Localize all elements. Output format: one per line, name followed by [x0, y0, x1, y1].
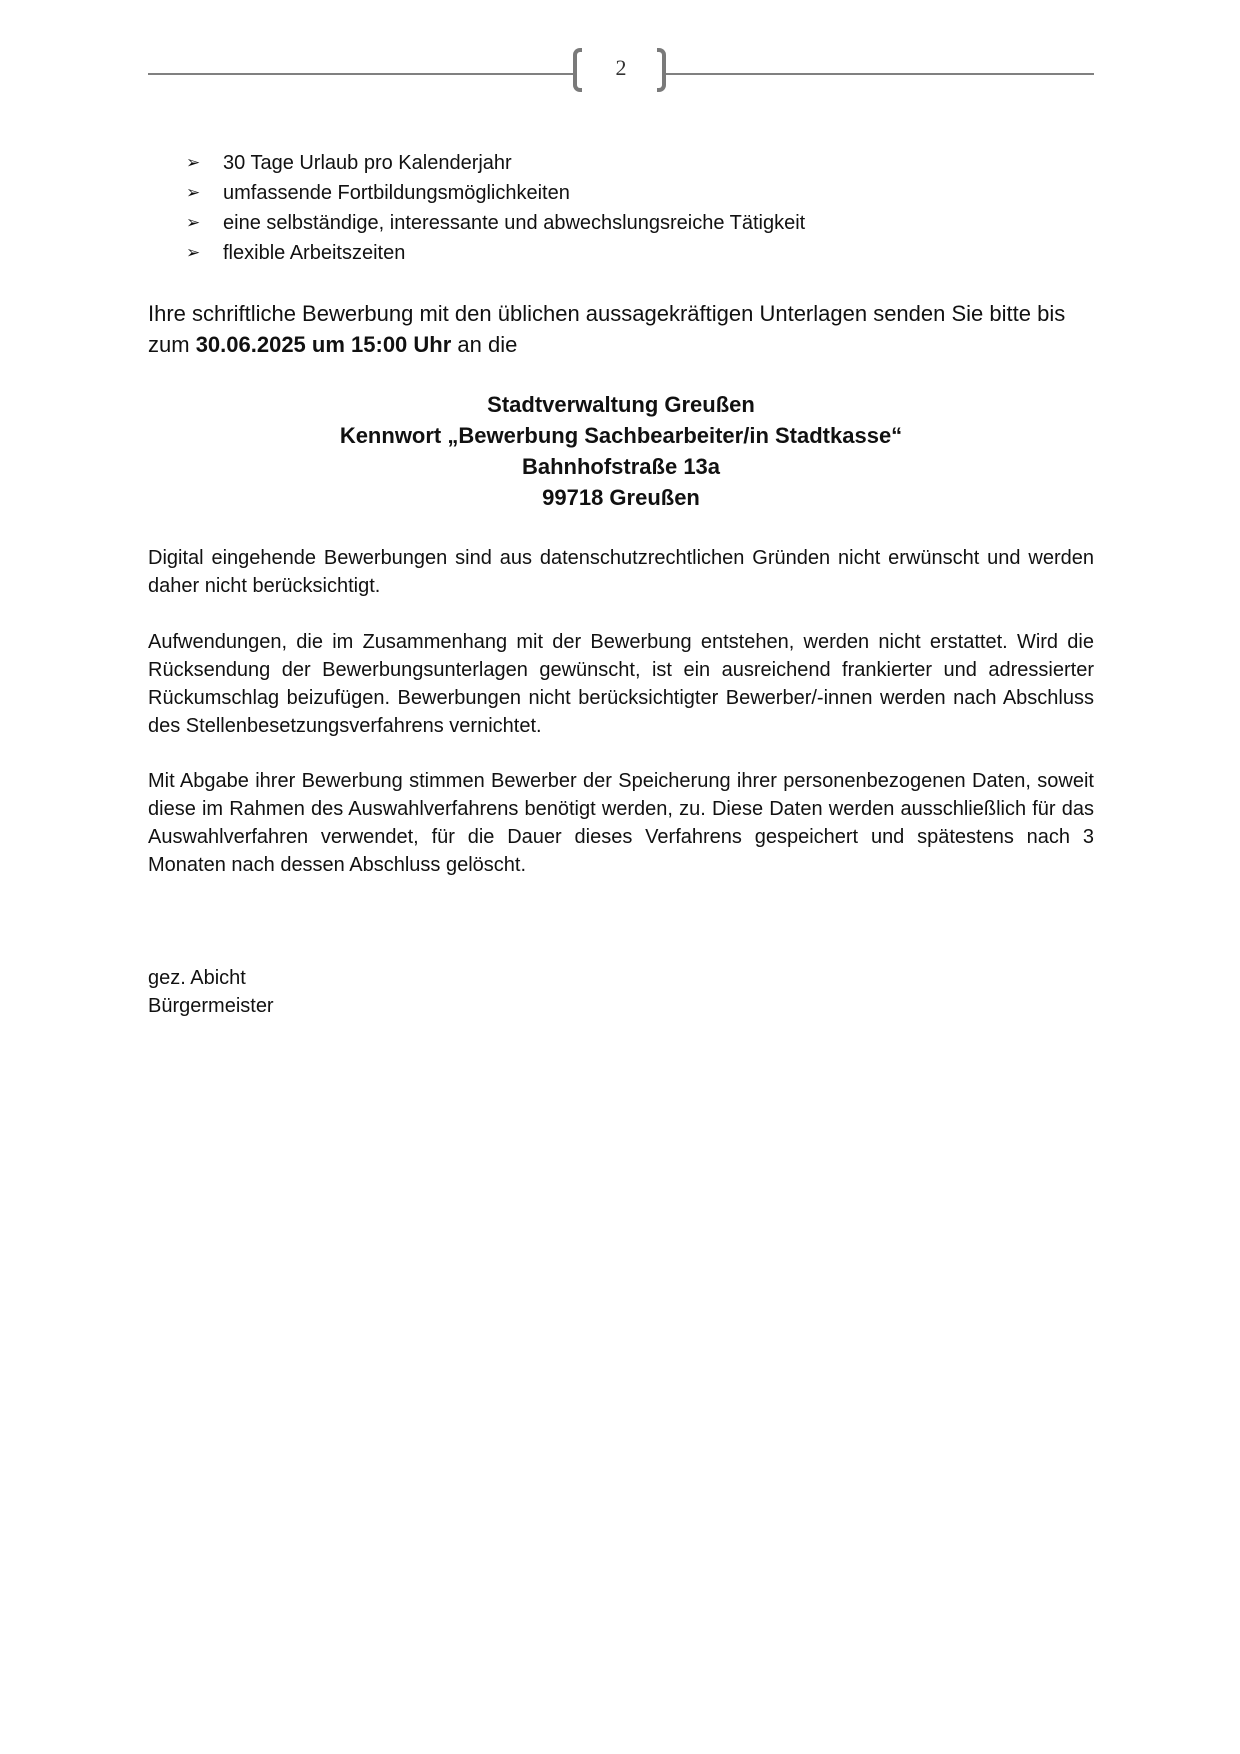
instructions-prefix: zum — [148, 332, 196, 357]
arrow-bullet-icon: ➢ — [186, 213, 201, 232]
benefit-text: 30 Tage Urlaub pro Kalenderjahr — [223, 152, 512, 174]
privacy-paragraph: Mit Abgabe ihrer Bewerbung stimmen Bewerber der Speicherung ihrer personenbezogenen Daten, soweit diese im Rahmen des Auswahlverfahrens benötigt werden, zu. Diese Daten werden ausschließlich für das Auswahlverfahren verwendet, für die Dauer dieses Verfahrens gespeichert und spätestens nach 3 Monaten nach dessen Abschluss gelöscht. — [148, 770, 1094, 876]
list-item — [186, 238, 805, 268]
application-instructions — [148, 298, 1094, 360]
address-name: Stadtverwaltung Greußen — [487, 392, 755, 417]
arrow-bullet-icon: ➢ — [186, 183, 201, 202]
header-rule-left — [148, 73, 573, 75]
header-rule-right — [666, 73, 1094, 75]
instructions-line: Ihre schriftliche Bewerbung mit den üblichen aussagekräftigen Unterlagen senden Sie bitte bis — [148, 301, 1066, 326]
open-bracket-icon — [573, 48, 582, 92]
mailing-address — [148, 389, 1094, 513]
benefit-text: eine selbständige, interessante und abwechslungsreiche Tätigkeit — [223, 212, 806, 234]
page-header — [148, 44, 1094, 104]
costs-paragraph: Aufwendungen, die im Zusammenhang mit der Bewerbung entstehen, werden nicht erstattet. Wird die Rücksendung der Bewerbungsunterlagen gewünscht, ist ein ausreichend frankierter und adressierter Rückumschlag beizufügen. Bewerbungen nicht berücksichtigter Bewerber/-innen werden nach Abschluss des Stellenbesetzungsverfahrens vernichtet. — [148, 631, 1094, 737]
list-item — [186, 148, 805, 178]
arrow-bullet-icon: ➢ — [186, 243, 201, 262]
close-bracket-icon — [657, 48, 666, 92]
arrow-bullet-icon: ➢ — [186, 153, 201, 172]
signature-block — [148, 964, 274, 1020]
benefit-text: umfassende Fortbildungsmöglichkeiten — [223, 182, 570, 204]
benefits-list — [186, 148, 805, 268]
address-city: 99718 Greußen — [542, 485, 700, 510]
page-number: 2 — [615, 55, 627, 80]
signature-title: Bürgermeister — [148, 995, 274, 1017]
signature-name: gez. Abicht — [148, 967, 246, 989]
application-deadline: 30.06.2025 um 15:00 Uhr — [195, 332, 452, 357]
benefit-text: flexible Arbeitszeiten — [223, 242, 406, 264]
instructions-suffix: an die — [451, 332, 518, 357]
list-item — [186, 208, 805, 238]
digital-applications-paragraph: Digital eingehende Bewerbungen sind aus datenschutzrechtlichen Gründen nicht erwünscht und werden daher nicht berücksichtigt. — [148, 547, 1094, 597]
address-keyword: Kennwort „Bewerbung Sachbearbeiter/in Stadtkasse“ — [339, 423, 903, 448]
list-item — [186, 178, 805, 208]
address-street: Bahnhofstraße 13a — [521, 454, 721, 479]
